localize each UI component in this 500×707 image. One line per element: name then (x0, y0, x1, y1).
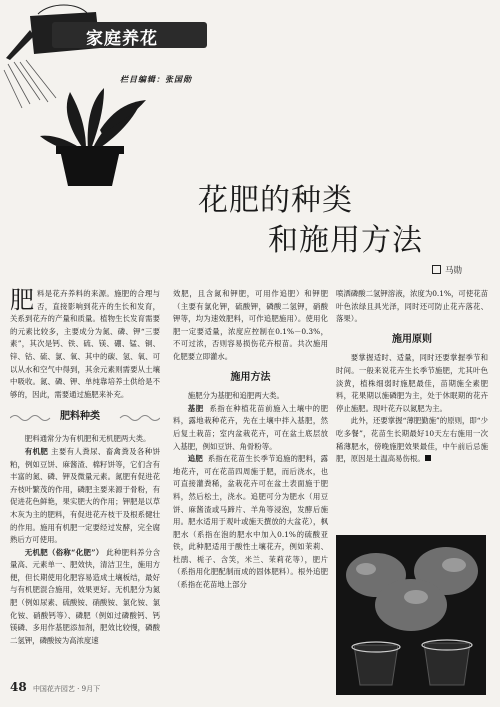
paragraph: 施肥分为基肥和追肥两大类。 (187, 391, 284, 401)
column-banner (0, 0, 500, 84)
section-heading-application-methods: 施用方法 (230, 371, 271, 383)
paragraph: 喷洒磷酸二氢钾溶液，浓度为0.1%，可使花苗叶色浓绿且具光泽，同时还可防止花卉落花、落果）。 (336, 289, 488, 324)
article-author (432, 264, 462, 276)
journal-name: 中国花卉园艺 · 9月下 (32, 685, 101, 693)
intro-paragraph: 料是花卉养料的来源。施肥的合理与否，直接影响到花卉的生长和发育，关系到花卉的产量和质量。植物生长发育需要的元素比较多，主要成分为氮、磷、钾“三要素”，其次是钙、铁、硫、镁、硼、锰、铜、锌、钴、硫、氯、氧、其中的碳、氢、氧、可以从水和空气中得到，其余元素则需要从土壤中吸收。氮、磷、钾、单纯靠培养土供给是不够的，因此，需要通过施肥来补充。 (10, 289, 160, 399)
term-organic: 有机肥 (24, 446, 49, 456)
paragraph (336, 415, 488, 465)
inorganic-text: 此种肥料养分含量高、元素单一、肥效快，清洁卫生，施用方便，但长期使用化肥容易造成土壤板结，最好与有机肥混合施用，效果更好。无机肥分为氮肥（例如尿素、硫酸铵、硝酸铵、氯化铵、氯化铵、硝酸钙等）、磷肥（例如过磷酸钙、钙镁磷、多用作基肥添加剂，肥效比较慢，磷酸二氢钾，磷酸铵为高浓度速 (10, 547, 160, 645)
paragraph: 肥料通常分为有机肥和无机肥两大类。 (24, 434, 151, 444)
paragraph: 效肥，且含氮和钾肥，可用作追肥）和钾肥（主要有氯化钾，硫酸钾，磷酸二氢钾，硝酸钾等，均为速效肥料，可作追肥施用）。使用化肥一定要适量，浓度应控制在0.1%－0.3%，不可过浓，否则容易损伤花卉根苗。共次施用化肥要立即灌水。 (173, 289, 328, 361)
base-text: 系指在种植花苗前施入土壤中的肥料，露地栽种花卉，先在土壤中拌入基肥，然后复土栽苗；室内盆栽花卉，可在盆土底层放入基肥，例如豆饼、角骨粉等。 (173, 403, 328, 451)
paragraph-inorganic (10, 547, 160, 648)
organic-text: 主要有人粪尿、畜禽粪及各种饼粕，例如豆饼、麻酱渣、棉籽饼等，它们含有丰富的氮、磷、钾及微量元素。氮肥有促进花卉枝叶繁茂的作用，磷肥主要来源于骨粉，有促进花色鲜艳，果实肥大的作用；钾肥是以草木灰为主的肥料，有促进花卉枝干及根系健壮的作用。施用有机肥一定要经过发酵，完全腐熟后方可使用。 (10, 446, 160, 545)
end-mark-icon (425, 455, 431, 461)
paragraph-text: 此外，还要掌握“薄肥勤施”的原则，即“少吃多餐”，花苗生长期最好10天左右施用一次稀薄肥水，傍晚施肥效果最佳，中午前后忌施肥，原因是土温高易伤根。 (336, 416, 488, 464)
term-top-dressing: 追肥 (187, 454, 203, 464)
paragraph: 要掌握适时、适量，同时还要掌握季节和时间。一般来说花卉生长季节施肥，尤其叶色淡黄，植株细弱时施肥最佳，苗期施全素肥料，花果期以施磷肥为主，处于休眠期的花卉停止施肥。现叶花卉以氮肥为主。 (336, 353, 488, 413)
section-heading-fertilizer-types (10, 407, 160, 429)
section-title: 肥料种类 (60, 411, 100, 423)
author-name: 马勋 (445, 266, 463, 276)
page-footer (10, 680, 100, 694)
text-column-3 (336, 288, 488, 466)
text-column-1 (10, 288, 160, 647)
potted-plants-image (336, 535, 486, 695)
column-editor: 栏目编辑：张国勋 (120, 74, 192, 84)
section-heading-application-principles: 施用原则 (392, 333, 432, 345)
paragraph-organic (10, 446, 160, 547)
potted-plants-photo (336, 535, 486, 695)
column-title: 家庭养花 (86, 29, 158, 49)
author-box-icon (432, 265, 441, 274)
page-number: 48 (10, 680, 27, 694)
top-text: 系指在花苗生长季节追施的肥料，露地花卉，可在花苗四周施于肥，而后浇水，也可直接灌粪稀，盆栽花卉可在盆土表面施于肥料，然后松土，浇水。追肥可分为肥水（用豆饼、麻酱渣或马蹄片、羊角等浸泡，发酵后施用。肥水适用于观叶或施天撰放的大盆花），枫肥水（系指在泡的肥水中加入0.1%的硫酸亚铁，此种肥适用于酸性土壤花卉，例如茉莉、杜鹃、栀子、含笑，米兰、茉莉花等），肥片（系指用化肥配制而成的固体肥料）。根外追肥（系指在花苗地上部分 (173, 454, 328, 590)
paragraph-base-fertilizer (173, 403, 328, 453)
term-base-fertilizer: 基肥 (187, 403, 204, 413)
drop-cap: 肥 (10, 286, 34, 314)
article-title-line1: 花肥的种类 (198, 183, 353, 218)
paragraph-top-dressing (173, 453, 328, 592)
term-inorganic: 无机肥（俗称“化肥”） (24, 547, 104, 557)
text-column-2 (173, 288, 328, 592)
article-title-line2: 和施用方法 (268, 223, 423, 258)
